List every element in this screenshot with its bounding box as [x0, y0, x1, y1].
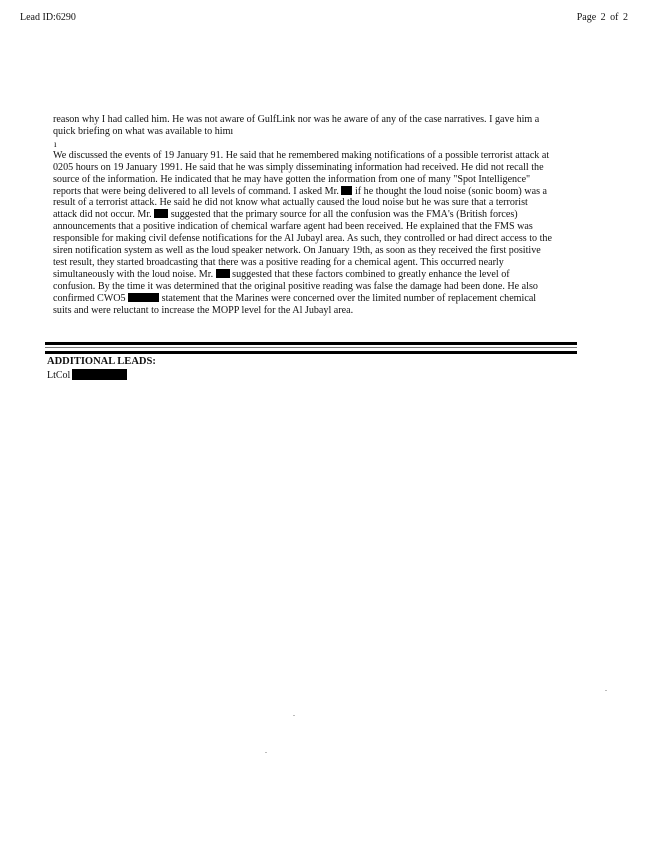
redaction-block [216, 269, 230, 278]
narrative-text-segment: if he thought the loud noise (sonic boom) was a result of a terrorist attack. He said he did not know what actually caused the loud noise but he was sure that a terrorist attack did not occur. Mr. [53, 185, 547, 221]
redaction-block [154, 209, 168, 218]
narrative-paragraph-1: reason why I had called him. He was not aware of GulfLink nor was he aware of any of the case narratives. I gave him a quick briefing on what was available to himı [53, 114, 540, 137]
narrative-paragraph-2 [53, 150, 553, 317]
page-number: Page 2 of 2 [576, 12, 628, 23]
narrative-body [53, 114, 553, 317]
narrative-text-segment: We discussed the events of 19 January 91. He said that he remembered making notifications of a possible terrorist attack at 0205 hours on 19 January 1991. He said that he was simply disseminating information had received. He did not recall the source of the information. He indicated that he may have gotten the information from one of many "Spot Intelligence" reports that were being delivered to all levels of command. I asked Mr. [53, 149, 550, 197]
redaction-block [128, 293, 159, 302]
scan-speck [265, 752, 267, 753]
redaction-block [341, 186, 352, 195]
narrative-text-segment: suggested that these factors combined to greatly enhance the level of confusion. By the time it was determined that the original positive reading was false the damage had been done. He also confirmed CWO5 [53, 268, 538, 304]
scan-speck [605, 690, 607, 691]
narrative-text-segment: suggested that the primary source for all the confusion was the FMA's (British forces) announcements that a positive indication of chemical warfare agent had been received. He explained that the FMS was responsible for making civil defense notifications for the Al Jubayl area. As such, they controlled or had direct access to the siren notification system as well as the loud speaker network. On January 19th, as soon as they received the first positive test result, they started broadcasting that there was a positive reading for a chemical agent. This occurred nearly simultaneously with the loud noise. Mr. [53, 209, 552, 280]
lead-id: Lead ID:6290 [20, 12, 76, 23]
section-divider [45, 342, 577, 345]
narrative-text-segment: statement that the Marines were concerned over the limited number of replacement chemical suits and were reluctant to increase the MOPP level for the Al Jubayl area. [53, 292, 537, 316]
additional-lead-entry [47, 369, 127, 381]
scan-speck [293, 715, 295, 716]
stray-mark: ı [54, 138, 57, 149]
section-divider [45, 351, 577, 354]
additional-leads-title: ADDITIONAL LEADS: [47, 356, 156, 367]
redaction-block [72, 369, 127, 380]
section-divider-thin [45, 347, 577, 348]
lead-rank: LtCol [47, 370, 71, 381]
